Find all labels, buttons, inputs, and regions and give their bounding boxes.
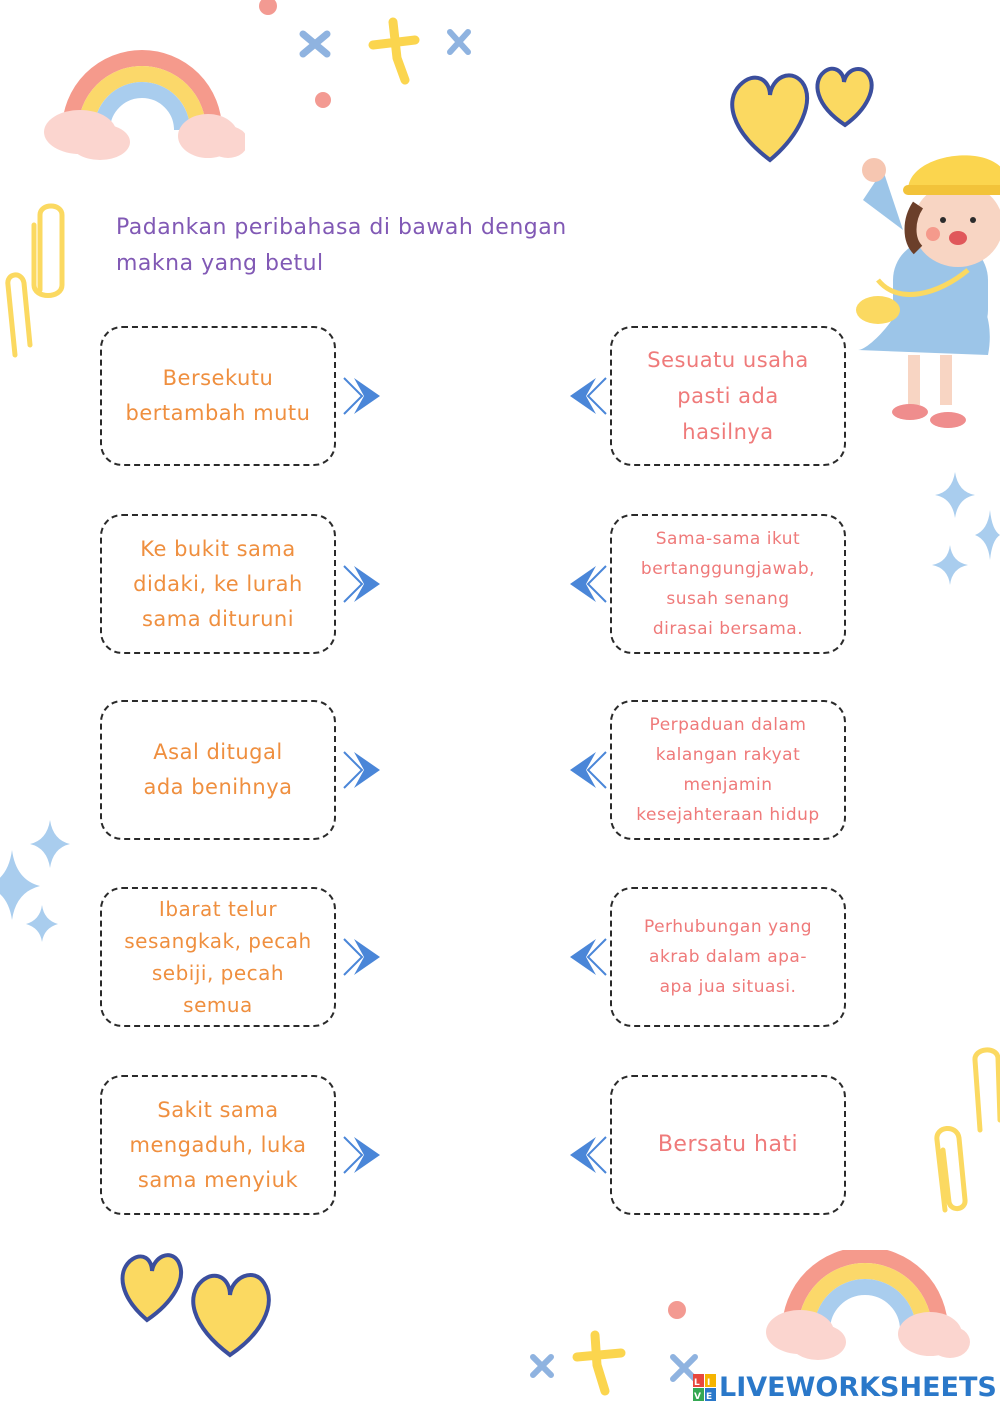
proverb-text: Sakit sama mengaduh, luka sama menyiuk [129, 1097, 307, 1192]
meaning-text: Sesuatu usaha pasti ada hasilnya [647, 348, 809, 444]
meaning-card-4[interactable] [610, 887, 846, 1027]
svg-text:L: L [694, 1377, 700, 1388]
paperclip-icon [925, 1040, 1000, 1220]
connector-arrow-left-icon[interactable] [566, 748, 610, 792]
meaning-card-2[interactable] [610, 514, 846, 654]
proverb-card-1[interactable] [100, 326, 336, 466]
meaning-card-3[interactable] [610, 700, 846, 840]
connector-arrow-right-icon[interactable] [340, 562, 384, 606]
connector-arrow-right-icon[interactable] [340, 748, 384, 792]
proverb-text: Ibarat telur sesangkak, pecah sebiji, pecah semua [124, 897, 312, 1017]
connector-arrow-left-icon[interactable] [566, 935, 610, 979]
meaning-text: Sama-sama ikut bertanggungjawab, susah senang dirasai bersama. [640, 529, 816, 639]
meaning-text: Perhubungan yang akrab dalam apa- apa jua situasi. [643, 917, 813, 997]
proverb-card-2[interactable] [100, 514, 336, 654]
live-badge-icon [693, 1374, 717, 1402]
proverb-text: Ke bukit sama didaki, ke lurah sama dituruni [133, 536, 303, 631]
logo-text: LIVEWORKSHEETS [719, 1372, 997, 1403]
svg-text:V: V [694, 1391, 701, 1402]
connector-arrow-right-icon[interactable] [340, 1133, 384, 1177]
sparkle-icon [0, 820, 80, 950]
meaning-text: Bersatu hati [657, 1132, 799, 1157]
sparkle-icon [255, 0, 485, 115]
instruction-title: Padankan peribahasa di bawah dengan makna yang betul [116, 215, 567, 276]
connector-arrow-left-icon[interactable] [566, 1133, 610, 1177]
connector-arrow-right-icon[interactable] [340, 935, 384, 979]
connector-arrow-right-icon[interactable] [340, 374, 384, 418]
proverb-card-5[interactable] [100, 1075, 336, 1215]
meaning-card-5[interactable] [610, 1075, 846, 1215]
rainbow-icon [40, 50, 245, 170]
proverb-text: Bersekutu bertambah mutu [125, 366, 311, 425]
paperclip-icon [0, 195, 80, 370]
connector-arrow-left-icon[interactable] [566, 374, 610, 418]
svg-text:E: E [706, 1391, 713, 1402]
connector-arrow-left-icon[interactable] [566, 562, 610, 606]
girl-illustration [848, 130, 1000, 435]
proverb-card-3[interactable] [100, 700, 336, 840]
liveworksheets-logo[interactable] [693, 1372, 997, 1403]
meaning-text: Perpaduan dalam kalangan rakyat menjamin kesejahteraan hidup [636, 715, 820, 825]
sparkle-icon [920, 470, 1000, 600]
meaning-card-1[interactable] [610, 326, 846, 466]
proverb-card-4[interactable] [100, 887, 336, 1027]
svg-text:I: I [707, 1377, 711, 1388]
heart-icon [112, 1245, 277, 1360]
rainbow-icon [760, 1250, 970, 1370]
proverb-text: Asal ditugal ada benihnya [143, 740, 293, 799]
